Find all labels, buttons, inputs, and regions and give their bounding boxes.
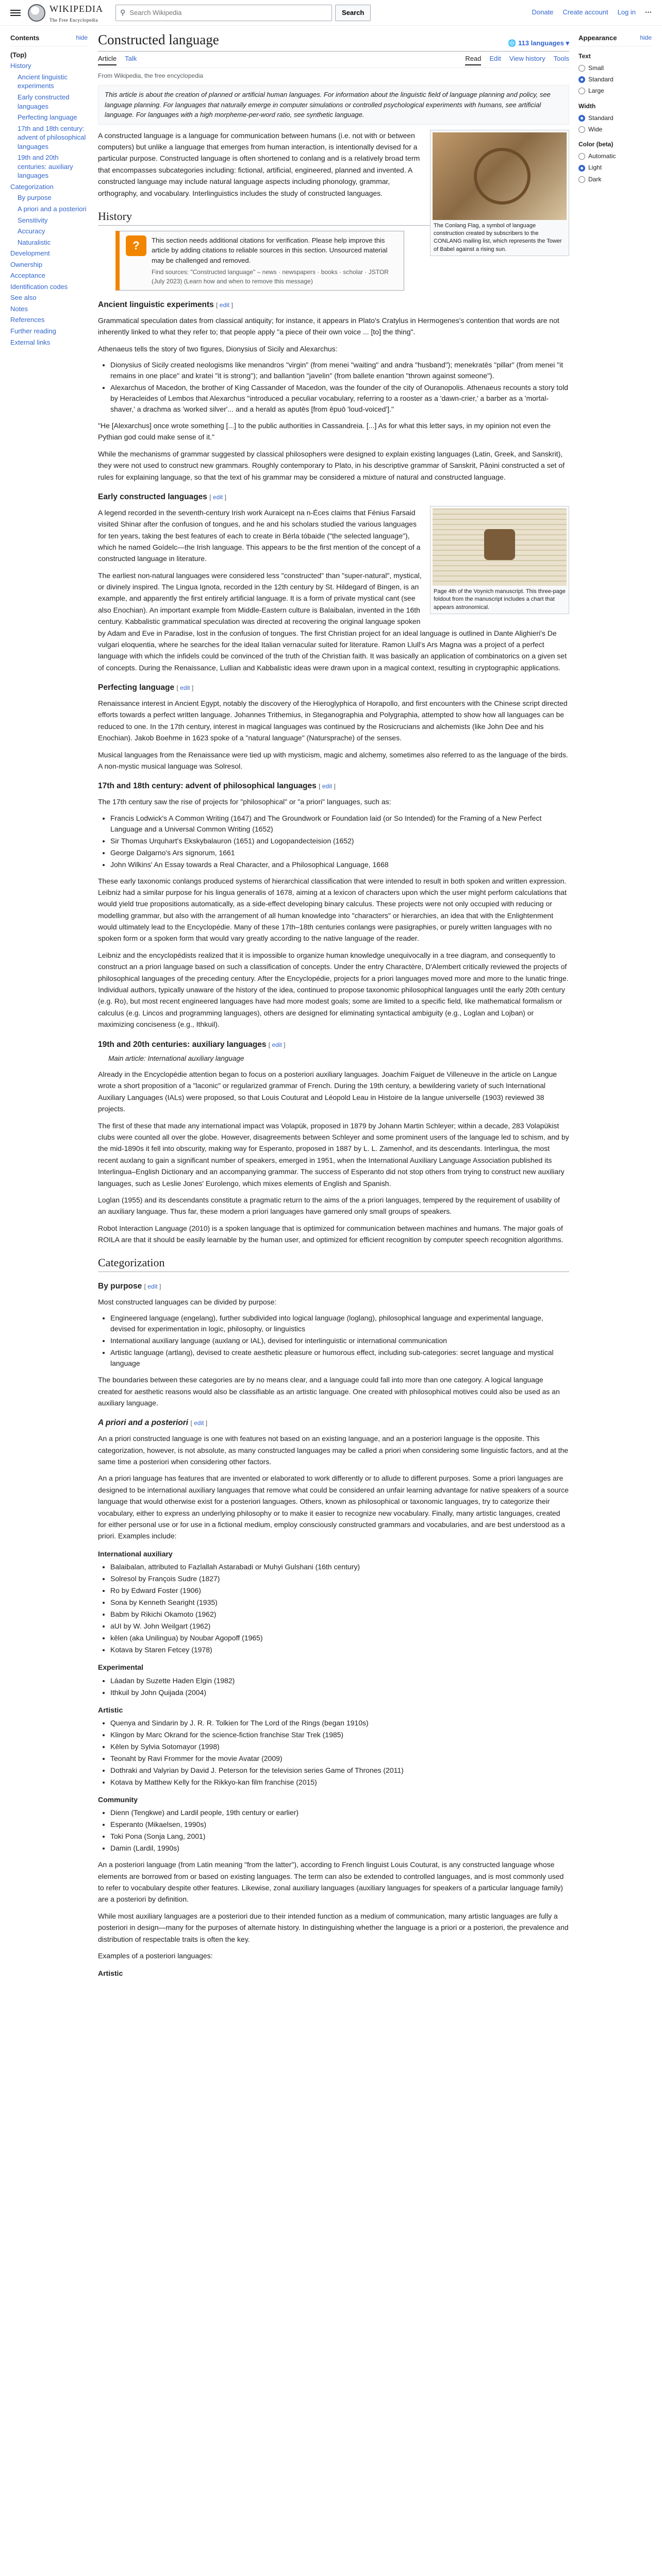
list-item: • Ithkuil by John Quijada (2004): [110, 1687, 569, 1698]
list-item: • Dienn (Tengkwe) and Lardil people, 19th century or earlier): [110, 1807, 569, 1818]
list-item: • John Wilkins' An Essay towards a Real Character, and a Philosophical Language, 1668: [110, 859, 569, 870]
toc-item[interactable]: 19th and 20th centuries: auxiliary languages: [18, 154, 73, 180]
paragraph: Robot Interaction Language (2010) is a spoken language that is optimized for communication between machines and humans. The major goals of ROILA are that it should be easily learnable by the human user, and optimized for efficient recognition by computer speech recognition algorithms.: [98, 1224, 564, 1244]
donate-link[interactable]: Donate: [532, 8, 554, 16]
color-label: Color (beta): [578, 141, 614, 148]
list-item: • Babm by Rikichi Okamoto (1962): [110, 1609, 569, 1620]
appearance-hide-button[interactable]: hide: [640, 34, 652, 41]
tab-view-history[interactable]: View history: [509, 55, 545, 63]
color-option[interactable]: [578, 151, 652, 161]
artistic-heading: Artistic: [98, 1969, 123, 1978]
list-item: • International auxiliary language (auxlang or IAL), devised for interlinguistic or international communication: [110, 1335, 569, 1346]
toc-item[interactable]: Identification codes: [10, 282, 68, 291]
toc-item[interactable]: Perfecting language: [18, 113, 77, 122]
toc-item[interactable]: Accuracy: [18, 227, 45, 235]
toc-item[interactable]: Ownership: [10, 260, 43, 268]
brand-name: WIKIPEDIA: [49, 3, 103, 14]
subsection-a-priori: A priori and a posteriori [ edit ]: [98, 1418, 208, 1428]
radio-icon: [578, 153, 585, 160]
paragraph: Already in the Encyclopédie attention began to focus on a posteriori auxiliary languages. Joachim Faiguet de Villeneuve in the article on Langue wrote a short proposition of a "laconic" or regularized grammar of French. During the 19th century, a bewildering variety of such International Auxiliary Languages (IALs) were proposed, so that Louis Couturat and Léopold Leau in Histoire de la langue universelle (1903) reviewed 38 projects.: [98, 1070, 557, 1113]
login-link[interactable]: Log in: [617, 8, 636, 16]
subsection-19th-20th: 19th and 20th centuries: auxiliary languages [ edit ]: [98, 1040, 286, 1049]
list-item: • Balaibalan, attributed to Fazlallah Astarabadi or Muhyi Gulshani (16th century): [110, 1562, 569, 1572]
edit-section-link[interactable]: [ edit ]: [268, 1041, 286, 1048]
list-item: • Toki Pona (Sonja Lang, 2001): [110, 1831, 569, 1842]
width-option-label: Standard: [588, 114, 614, 122]
paragraph: The boundaries between these categories are by no means clear, and a language could fall into more than one category. A logical language created for aesthetic reasons would also be classifiable as an artistic language. One created with philosophical motives could also be used as an auxiliary language.: [98, 1376, 560, 1408]
warning-icon: ?: [126, 235, 146, 256]
tab-talk[interactable]: Talk: [125, 55, 137, 63]
tab-article[interactable]: Article: [98, 54, 117, 65]
toc-item[interactable]: Naturalistic: [18, 238, 51, 246]
subsection-by-purpose: By purpose [ edit ]: [98, 1282, 161, 1291]
width-option[interactable]: [578, 113, 652, 123]
list-item: • Teonaht by Ravi Frommer for the movie Avatar (2009): [110, 1753, 569, 1764]
tab-tools[interactable]: Tools: [553, 55, 569, 63]
toc-item[interactable]: Further reading: [10, 327, 56, 335]
text-size-option[interactable]: [578, 86, 652, 96]
conlang-flag-figure: [430, 130, 569, 257]
list-item: • Damin (Lardil, 1990s): [110, 1843, 569, 1854]
list-item: • George Dalgarno's Ars signorum, 1661: [110, 848, 569, 858]
list-item: • Engineered language (engelang), further subdivided into logical language (loglang), philosophical language and experimental language, devised for experimentation in logic, philosophy, or linguistics: [110, 1313, 569, 1334]
figure-caption: The Conlang Flag, a symbol of language construction created by subscribers to the CONLANG mailing list, which represents the Tower of Babel against a rising sun.: [434, 222, 562, 252]
example-group-heading: Artistic: [98, 1705, 123, 1714]
text-size-label: Text: [578, 52, 591, 60]
globe-icon: [28, 4, 45, 22]
paragraph: Athenaeus tells the story of two figures, Dionysius of Sicily and Alexarchus:: [98, 344, 338, 353]
paragraph: An a priori constructed language is one with features not based on an existing language, and an a posteriori language is the opposite. This categorization, however, is not absolute, as many constructed languages may be called a priori when considering some linguistic factors, and at the same time a posteriori when considering other factors.: [98, 1434, 569, 1466]
paragraph: These early taxonomic conlangs produced systems of hierarchical classification that were intended to result in both spoken and written expression. Leibniz had a similar purpose for his lingua generalis of 1678, aiming at a lexicon of characters upon which the user might perform calculations that would yield true propositions automatically, as a side-effect developing binary calculus. These projects were not only occupied with reducing or modelling grammar, but also with the arrangement of all human knowledge into "characters" or hierarchies, an idea that with the Enlightenment would ultimately lead to the Encyclopédie. Many of these 17th–18th centuries conlangs were pasigraphies, or purely written languages with no spoken form or a spoken form that would vary greatly according to the native language of the reader.: [98, 876, 567, 943]
color-option-label: Dark: [588, 175, 602, 183]
list-item: • Solresol by François Sudre (1827): [110, 1573, 569, 1584]
paragraph: Most constructed languages can be divided by purpose:: [98, 1297, 277, 1306]
text-size-option[interactable]: [578, 75, 652, 84]
article: [88, 26, 569, 1981]
example-list: [98, 1562, 569, 1655]
appearance-panel: [569, 26, 652, 1981]
edit-section-link[interactable]: [ edit ]: [209, 493, 226, 501]
list-item: • Ro by Edward Foster (1906): [110, 1585, 569, 1596]
color-option-label: Light: [588, 164, 602, 172]
toc-item[interactable]: A priori and a posteriori: [18, 205, 87, 213]
paragraph: While most auxiliary languages are a posteriori due to their intended function as a medium of communication, many artistic languages are fully a posteriori in design—many for the purposes of alternate history. In distinguishing whether the language is a priori or a posteriori, the prevalence and distribution of respectable traits is often the key.: [98, 1911, 569, 1943]
toc-item[interactable]: External links: [10, 338, 51, 346]
width-label: Width: [578, 102, 596, 110]
search-button[interactable]: Search: [335, 5, 371, 21]
ancient-list: [98, 360, 569, 415]
brand-tagline: The Free Encyclopedia: [49, 17, 98, 23]
list-item: • Alexarchus of Macedon, the brother of King Cassander of Macedon, was the founder of the city of Ouranopolis. Athenaeus recounts a story told by Heracleides of Lembos that Alexarchus "introduced a peculiar vocabulary, referring to a rooster as a 'dawn-crier,' a barber as a 'mortal-shaver,' a drachma as 'worked silver'... and a herald as aputēs [from ēpuō 'loud-voiced'].": [110, 382, 569, 415]
list-item: • Dothraki and Valyrian by David J. Peterson for the television series Game of Thrones (2011): [110, 1765, 569, 1776]
top-bar: [0, 0, 662, 26]
example-group-heading: Community: [98, 1795, 138, 1804]
paragraph: Grammatical speculation dates from classical antiquity; for instance, it appears in Plato's Cratylus in Hermogenes's contention that words are not inherently linked to what they refer to; that people apply "a piece of their own voice ... [to] the thing".: [98, 316, 559, 336]
ambox-find-sources: Find sources: "Constructed language" – news · newspapers · books · scholar · JSTOR (July 2023) (Learn how and when to remove this message): [152, 268, 389, 285]
radio-icon: [578, 115, 585, 122]
tab-read[interactable]: Read: [465, 54, 481, 65]
paragraph: The first of these that made any international impact was Volapük, proposed in 1879 by Johann Martin Schleyer; within a decade, 283 Volapükist clubs were counted all over the globe. However, disagreements between Schleyer and some prominent users of the language led to schism, and by the mid-1890s it fell into obscurity, making way for Esperanto, proposed in 1887 by L. L. Zamenhof, and its descendants. Interlingua, the most recent auxlang to gain a significant number of speakers, emerged in 1951, when the International Auxiliary Language Association published its Interlingua–English Dictionary and an accompanying grammar. The success of Esperanto did not stop others from trying to construct new auxiliary languages, such as Leslie Jones' Eurolengo, which mixes elements of English and Spanish.: [98, 1121, 569, 1188]
citation-needed-box: [115, 231, 404, 291]
text-size-option[interactable]: [578, 63, 652, 73]
radio-icon: [578, 176, 585, 183]
edit-section-link[interactable]: [ edit ]: [319, 783, 336, 790]
toc-item[interactable]: Notes: [10, 304, 28, 313]
paragraph: Examples of a posteriori languages:: [98, 1952, 213, 1960]
color-option[interactable]: [578, 175, 652, 184]
toc-item[interactable]: Ancient linguistic experiments: [18, 73, 68, 90]
voynich-image[interactable]: [433, 509, 567, 586]
toc-item[interactable]: History: [10, 62, 31, 70]
from-wikipedia: From Wikipedia, the free encyclopedia: [98, 72, 204, 79]
toc-item[interactable]: Early constructed languages: [18, 93, 70, 110]
more-options-icon[interactable]: ⋯: [645, 8, 652, 16]
example-list: [98, 1807, 569, 1854]
languages-count: 113 languages: [518, 39, 564, 47]
conlang-flag-image[interactable]: [433, 132, 567, 220]
text-size-option-label: Standard: [588, 76, 614, 83]
toc-item[interactable]: (Top): [10, 50, 27, 59]
list-item: • Kotava by Matthew Kelly for the Rikkyo-kan film franchise (2015): [110, 1777, 569, 1788]
radio-icon: [578, 65, 585, 72]
radio-icon: [578, 76, 585, 83]
toc-item[interactable]: By purpose: [18, 194, 52, 202]
paragraph: A legend recorded in the seventh-century Irish work Auraicept na n-Éces claims that Fénius Farsaid visited Shinar after the confusion of tongues, and he and his scholars studied the various languages for ten years, taking the best features of each to create in Bérla tóbaide ("the selected language"), which he named Goídelc—the Irish language. This appears to be the first mention of the concept of a constructed language in literature.: [98, 508, 421, 563]
paragraph: The earliest non-natural languages were considered less "constructed" than "super-natural", mystical, or divinely inspired. The Lingua Ignota, recorded in the 12th century by St. Hildegard of Bingen, is an example, and apparently the first entirely artificial language. It is a form of private mystical cant (see also Enochian). An important example from Middle-Eastern culture is Balaibalan, invented in the 16th century. Kabbalistic grammatical speculation was directed at recovering the original language spoken by Adam and Eve in Paradise, lost in the confusion of tongues. The first Christian project for an ideal language is outlined in Dante Alighieri's De vulgari eloquentia, where he searches for the ideal Italian vernacular suited for literature. Ramon Llull's Ars Magna was a project of a perfect language with which the infidels could be convinced of the truth of the Christian faith. It was basically an application of combinatorics on a given set of concepts. During the Renaissance, Lullian and Kabbalistic ideas were drawn upon in a magical context, resulting in cryptographic applications.: [98, 571, 567, 672]
radio-icon: [578, 88, 585, 94]
section-categorization: Categorization: [98, 1256, 569, 1272]
color-option[interactable]: [578, 163, 652, 173]
color-option-label: Automatic: [588, 152, 616, 160]
paragraph: The 17th century saw the rise of projects for "philosophical" or "a priori" languages, such as:: [98, 798, 391, 806]
radio-icon: [578, 165, 585, 172]
page-title: Constructed language: [98, 32, 219, 47]
toc-item[interactable]: References: [10, 316, 45, 324]
create-account-link[interactable]: Create account: [562, 8, 608, 16]
search-input[interactable]: [128, 8, 327, 17]
toc-item[interactable]: Acceptance: [10, 272, 45, 280]
radio-icon: [578, 126, 585, 133]
tab-edit[interactable]: Edit: [489, 55, 501, 63]
paragraph: An a posteriori language (from Latin meaning "from the latter"), according to French linguist Louis Couturat, is any constructed language whose elements are borrowed from or based on existing languages. The term can also be extended to controlled languages, and is most commonly used to refer to vocabulary despite other features. Likewise, zonal auxiliary languages (auxiliary languages for speakers of a particular language family) are a posteriori by definition.: [98, 1860, 564, 1904]
appearance-title: Appearance: [578, 34, 617, 42]
section-history: History: [98, 209, 569, 226]
purpose-list: [98, 1313, 569, 1369]
example-group-heading: International auxiliary: [98, 1549, 173, 1558]
toc-item[interactable]: Development: [10, 249, 50, 258]
edit-section-link[interactable]: [ edit ]: [216, 301, 233, 309]
user-links: [532, 7, 652, 18]
paragraph: An a priori language has features that are invented or elaborated to work differently or to allude to different purposes. Some a priori languages are designed to be international auxiliary languages that remove what could be considered an unfair learning advantage for native speakers of a source language that would otherwise exist for a posteriori languages. Others, known as philosophical or taxonomic languages, try to categorize their vocabulary, either to express an underlying philosophy or to make it easier to recognize new vocabulary. Finally, many artistic languages, created for either personal use or for use in a fictional medium, employ consciously constructed grammars and vocabularies, and are best understood as a priori. Examples include:: [98, 1474, 569, 1540]
main-article-note: Main article: International auxiliary language: [108, 1055, 244, 1063]
paragraph: Musical languages from the Renaissance were tied up with mysticism, magic and alchemy, sometimes also referred to as the language of the birds. A non-mystic musical language was Solresol.: [98, 750, 568, 770]
example-group-heading: Experimental: [98, 1663, 143, 1672]
main-menu-icon[interactable]: [10, 8, 21, 18]
toc-title: Contents: [10, 34, 40, 42]
toc-item[interactable]: See also: [10, 294, 37, 302]
list-item: • Artistic language (artlang), devised to create aesthetic pleasure or humorous effect, including sub-categories: secret language and mystical language: [110, 1347, 569, 1369]
philosophical-list: [98, 813, 569, 870]
search-box: [115, 5, 332, 21]
subsection-ancient: Ancient linguistic experiments [ edit ]: [98, 300, 233, 310]
paragraph: Leibniz and the encyclopédists realized that it is impossible to organize human knowledge unequivocally in a tree diagram, and consequently to construct an a priori language based on such a classification of concepts. Under the entry Charactère, D'Alembert critically reviewed the projects of philosophical languages of the preceding century. After the Encyclopédie, projects for a priori languages moved more and more to the lunatic fringe. Individual authors, typically unaware of the history of the idea, continued to propose taxonomic philosophical languages until the early 20th century (e.g. Ro), but most recent engineered languages have had more modest goals; some are limited to a specific field, like mathematical formalism or calculus (e.g. Lincos and programming languages), others are designed for eliminating syntactical ambiguity (e.g., Loglan and Lojban) or maximizing conciseness (e.g., Ithkuil).: [98, 951, 569, 1029]
toc-item[interactable]: Sensitivity: [18, 216, 48, 224]
text-size-option-label: Large: [588, 87, 604, 95]
toc-hide-button[interactable]: hide: [76, 34, 88, 41]
edit-section-link[interactable]: [ edit ]: [176, 684, 194, 692]
text-size-option-label: Small: [588, 64, 604, 72]
toc-item[interactable]: Categorization: [10, 182, 54, 191]
width-option[interactable]: [578, 125, 652, 134]
list-item: • Sona by Kenneth Searight (1935): [110, 1597, 569, 1608]
paragraph: Renaissance interest in Ancient Egypt, notably the discovery of the Hieroglyphica of Horapollo, and first encounters with the Chinese script directed efforts towards a perfect written language. Johannes Trithemius, in Steganographia and Polygraphia, attempted to show how all languages can be reduced to one. In the 17th century, interest in magical languages was continued by the Rosicrucians and alchemists (like John Dee and his Enochian). Jakob Boehme in 1623 spoke of a "natural language" (Natursprache) of the senses.: [98, 699, 568, 742]
list-item: • kēlen (aka Unilingua) by Noubar Agopoff (1965): [110, 1633, 569, 1643]
wikipedia-logo[interactable]: [28, 2, 103, 24]
edit-section-link[interactable]: [ edit ]: [144, 1283, 161, 1291]
hatnote: This article is about the creation of planned or artificial human languages. For information about the linguistic field of language planning and policy, see language planning. For languages that naturally emerge in computer simulations or controlled psychological experiments with humans, see artificial language. For languages with a high morpheme-per-word ratio, see synthetic language.: [98, 85, 569, 125]
paragraph: While the mechanisms of grammar suggested by classical philosophers were designed to explain existing languages (Latin, Greek, and Sanskrit), they were not used to construct new grammars. Roughly contemporary to Plato, in his descriptive grammar of Sanskrit, Pāṇini constructed a set of rules for explaining language, so that the text of his grammar may be considered a mixture of natural and constructed language.: [98, 449, 565, 481]
toc-item[interactable]: 17th and 18th century: advent of philosophical languages: [18, 124, 86, 150]
list-item: • Quenya and Sindarin by J. R. R. Tolkien for The Lord of the Rings (began 1910s): [110, 1718, 569, 1728]
subsection-17th-18th: 17th and 18th century: advent of philosophical languages [ edit ]: [98, 782, 336, 791]
list-item: • aUI by W. John Weilgart (1962): [110, 1621, 569, 1632]
search-icon: ⚲: [120, 8, 126, 17]
paragraph: "He [Alexarchus] once wrote something [...] to the public authorities in Cassandreia. [...] As for what this letter says, in my opinion not even the Pythian god could make sense of it.": [98, 421, 551, 442]
edit-section-link[interactable]: [ edit ]: [190, 1419, 208, 1427]
intro-paragraph: A constructed language is a language for communication between humans (i.e. not with or between computers) but unlike a language that emerges from human interaction, is intentionally devised for a particular purpose. Constructed language is often shortened to conlang and is a relatively broad term that encompasses subcategories including: fictional, artificial, engineered, planned and invented. A constructed language may include natural language aspects including phonology, grammar, orthography, and vocabulary. Interlinguistics includes the study of constructed languages.: [98, 131, 420, 197]
example-list: [98, 1718, 569, 1788]
paragraph: Loglan (1955) and its descendants constitute a pragmatic return to the aims of the a priori languages, tempered by the requirement of usability of an auxiliary language. Thus far, these modern a priori languages have garnered only small groups of speakers.: [98, 1195, 560, 1216]
list-item: • Kotava by Staren Fetcey (1978): [110, 1645, 569, 1655]
list-item: • Láadan by Suzette Haden Elgin (1982): [110, 1675, 569, 1686]
list-item: • Kēlen by Sylvia Sotomayor (1998): [110, 1741, 569, 1752]
list-item: • Dionysius of Sicily created neologisms like menandros "virgin" (from menei "waiting" and andra "husband"); menekratēs "pillar" (from menei "it remains in one place" and kratei "it is strong"); and ballantion "javelin" (from ballete enantion "thrown against someone").: [110, 360, 569, 381]
list-item: • Klingon by Marc Okrand for the science-fiction franchise Star Trek (1985): [110, 1730, 569, 1740]
voynich-figure: [430, 506, 569, 614]
ambox-text: This section needs additional citations for verification. Please help improve this article by adding citations to reliable sources in this section. Unsourced material may be challenged and removed.: [152, 236, 388, 264]
width-option-label: Wide: [588, 125, 603, 133]
table-of-contents: [10, 26, 88, 1981]
languages-button[interactable]: 🌐 113 languages ▾: [508, 39, 569, 47]
list-item: • Francis Lodwick's A Common Writing (1647) and The Groundwork or Foundation laid (or So Intended) for the Framing of a New Perfect Language and a Universal Common Writing (1652): [110, 813, 569, 835]
example-list: [98, 1675, 569, 1698]
list-item: • Sir Thomas Urquhart's Ekskybalauron (1651) and Logopandecteision (1652): [110, 836, 569, 846]
list-item: • Esperanto (Mikaelsen, 1990s): [110, 1819, 569, 1830]
subsection-early: Early constructed languages [ edit ]: [98, 492, 226, 501]
figure-caption: Page 4th of the Voynich manuscript. This three-page foldout from the manuscript includes a chart that appears astronomical.: [434, 588, 566, 611]
subsection-perfecting: Perfecting language [ edit ]: [98, 683, 194, 692]
